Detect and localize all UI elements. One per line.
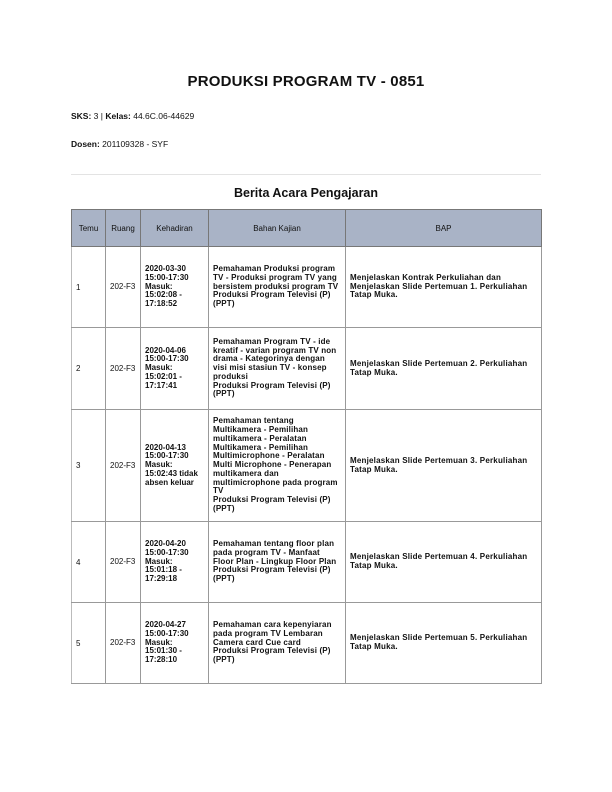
divider-line (71, 174, 541, 175)
lecturer-meta (71, 139, 168, 149)
kelas-label: Kelas: (105, 111, 131, 121)
course-meta (71, 111, 194, 121)
table-row (72, 247, 542, 328)
cell-temu: 1 (72, 247, 106, 328)
cell-bahan-kajian: Pemahaman tentang Multikamera - Pemilihan multikamera - Peralatan Multikamera - Pemilihan Multimicrophone - Peralatan Multi Microphone - Penerapan multikamera dan multimicrophone pada program TV Produksi Program Televisi (P) (PPT) (209, 410, 346, 522)
cell-bahan-kajian: Pemahaman Produksi program TV - Produksi program TV yang bersistem produksi program TV Produksi Program Televisi (P) (PPT) (209, 247, 346, 328)
cell-temu: 2 (72, 328, 106, 410)
table-row (72, 522, 542, 603)
table-header-row (72, 210, 542, 247)
cell-ruang: 202-F3 (106, 522, 141, 603)
header-bahan-kajian: Bahan Kajian (209, 210, 346, 247)
cell-ruang: 202-F3 (106, 603, 141, 684)
cell-bap: Menjelaskan Slide Pertemuan 5. Perkuliahan Tatap Muka. (346, 603, 542, 684)
header-temu: Temu (72, 210, 106, 247)
kelas-value: 44.6C.06-44629 (130, 111, 195, 121)
section-title: Berita Acara Pengajaran (233, 186, 379, 200)
cell-kehadiran: 2020-04-20 15:00-17:30 Masuk: 15:01:18 - 17:29:18 (141, 522, 209, 603)
cell-kehadiran: 2020-04-27 15:00-17:30 Masuk: 15:01:30 - 17:28:10 (141, 603, 209, 684)
dosen-label: Dosen: (71, 139, 100, 149)
header-ruang: Ruang (106, 210, 141, 247)
cell-bap: Menjelaskan Slide Pertemuan 2. Perkuliahan Tatap Muka. (346, 328, 542, 410)
cell-bap: Menjelaskan Slide Pertemuan 3. Perkuliahan Tatap Muka. (346, 410, 542, 522)
table-row (72, 328, 542, 410)
cell-bap: Menjelaskan Slide Pertemuan 4. Perkuliahan Tatap Muka. (346, 522, 542, 603)
cell-bap: Menjelaskan Kontrak Perkuliahan dan Menjelaskan Slide Pertemuan 1. Perkuliahan Tatap Muka. (346, 247, 542, 328)
sks-value: 3 | (91, 111, 106, 121)
table-row (72, 410, 542, 522)
cell-kehadiran: 2020-04-13 15:00-17:30 Masuk: 15:02:43 tidak absen keluar (141, 410, 209, 522)
teaching-record-table (71, 209, 542, 684)
sks-label: SKS: (71, 111, 92, 121)
cell-bahan-kajian: Pemahaman cara kepenyiaran pada program TV Lembaran Camera card Cue card Produksi Program Televisi (P) (PPT) (209, 603, 346, 684)
header-bap: BAP (346, 210, 542, 247)
cell-kehadiran: 2020-04-06 15:00-17:30 Masuk: 15:02:01 - 17:17:41 (141, 328, 209, 410)
cell-ruang: 202-F3 (106, 247, 141, 328)
cell-ruang: 202-F3 (106, 328, 141, 410)
table-row (72, 603, 542, 684)
cell-temu: 5 (72, 603, 106, 684)
course-title: PRODUKSI PROGRAM TV - 0851 (187, 73, 425, 90)
header-kehadiran: Kehadiran (141, 210, 209, 247)
cell-ruang: 202-F3 (106, 410, 141, 522)
cell-bahan-kajian: Pemahaman tentang floor plan pada program TV - Manfaat Floor Plan - Lingkup Floor Plan Produksi Program Televisi (P) (PPT) (209, 522, 346, 603)
cell-temu: 3 (72, 410, 106, 522)
cell-bahan-kajian: Pemahaman Program TV - ide kreatif - varian program TV non drama - Kategorinya dengan visi misi stasiun TV - konsep produksi Produksi Program Televisi (P) (PPT) (209, 328, 346, 410)
dosen-value: 201109328 - SYF (99, 139, 169, 149)
cell-temu: 4 (72, 522, 106, 603)
cell-kehadiran: 2020-03-30 15:00-17:30 Masuk: 15:02:08 - 17:18:52 (141, 247, 209, 328)
